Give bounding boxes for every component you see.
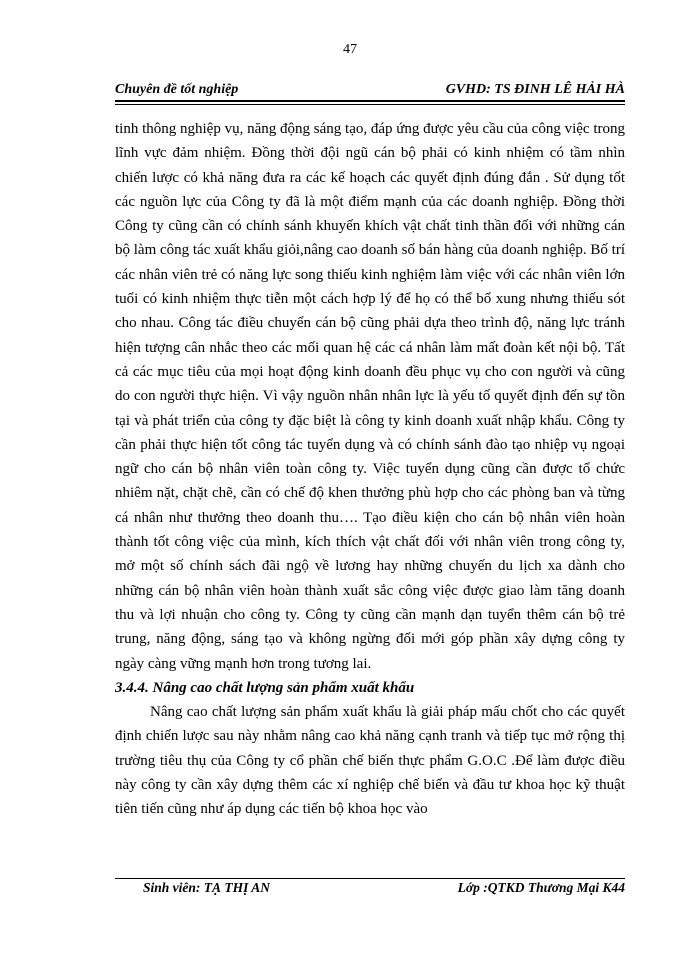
section-heading: 3.4.4. Nâng cao chất lượng sản phẩm xuất khẩu xyxy=(115,679,415,696)
footer-rule xyxy=(115,878,625,879)
page-number: 47 xyxy=(343,42,357,57)
header-left-title: Chuyên đề tốt nghiệp xyxy=(115,82,239,97)
body-paragraph-2: Nâng cao chất lượng sản phẩm xuất khẩu là giải pháp mấu chốt cho các quyết định chiến lược sau này nhằm nâng cao khả năng cạnh tranh và tiếp tục mở rộng thị trường tiêu thụ của Công ty cổ phần chế biến thực phẩm G.O.C .Để làm được điều này công ty cần xây dựng thêm các xí nghiệp chế biến và đầu tư khoa học kỹ thuật tiên tiến cũng như áp dụng các tiến bộ khoa học vào xyxy=(115,704,625,818)
footer-class: Lớp :QTKD Thương Mại K44 xyxy=(457,880,625,895)
header-rule-thick xyxy=(115,100,625,102)
page-header xyxy=(115,82,625,102)
body-paragraph-1: tinh thông nghiệp vụ, năng động sáng tạo, đáp ứng được yêu cầu của công việc trong lĩnh vực đảm nhiệm. Đồng thời đội ngũ cán bộ phải có kinh nhiệm có tầm nhìn chiến lược có khả năng đưa ra các kế hoạch các quyết định đúng đắn . Sử dụng tốt các nguồn lực của Công ty đã là một điểm mạnh của các doanh nghiệp. Đồng thời Công ty cũng cần có chính sánh khuyến khích vật chất tinh thần đối với những cán bộ làm công tác xuất khẩu giỏi,nâng cao doanh số bán hàng của doanh nghiệp. Bố trí các nhân viên trẻ có năng lực song thiếu kinh nghiệm làm việc với các nhân viên lớn tuổi có kinh nhiệm thực tiễn một cách hợp lý để họ có thể bổ xung nhưng thiếu sót cho nhau. Công tác điều chuyển cán bộ cũng phải dựa theo trình độ, năng lực tránh hiện tượng cân nhắc theo các mối quan hệ các cá nhân làm mất đoàn kết nội bộ. Tất cả các mục tiêu của mọi hoạt động kinh doanh đều phục vụ cho con người và cũng do con người thực hiện. Vì vậy nguồn nhân nhân lực là yếu tố quyết định đến sự tồn tại và phát triển của công ty đặc biệt là công ty kinh doanh xuất nhập khẩu. Công ty cần phải thực hiện tốt công tác tuyển dụng và có chính sánh đào tạo nhiệp vụ ngoại ngữ cho cán bộ nhân viên toàn công ty. Việc tuyển dụng cũng cần được tổ chức nhiêm nặt, chặt chẽ, cần có chế độ khen thưởng phù hợp cho các phòng ban và từng cá nhân như thưởng theo doanh thu…. Tạo điều kiện cho cán bộ nhân viên hoàn thành tốt công việc của mình, kích thích vật chất đối với nhân viên trong công ty, mở một số chính sách đãi ngộ về lương hay những chuyến du lịch xa dành cho những cán bộ nhân viên hoàn thành xuất sắc công việc được giao làm tăng doanh thu và lợi nhuận cho công ty. Công ty cũng cần mạnh dạn tuyển thêm cán bộ trẻ trung, năng động, sáng tạo và không ngừng đổi mới góp phần xây dựng công ty ngày càng vững mạnh hơn trong tương lai. xyxy=(115,121,625,672)
header-right-advisor: GVHD: TS ĐINH LÊ HẢI HÀ xyxy=(445,82,625,97)
page-footer xyxy=(115,880,625,900)
header-rule-thin xyxy=(115,104,625,105)
body-text xyxy=(115,117,625,822)
footer-student: Sinh viên: TẠ THỊ AN xyxy=(143,880,271,895)
